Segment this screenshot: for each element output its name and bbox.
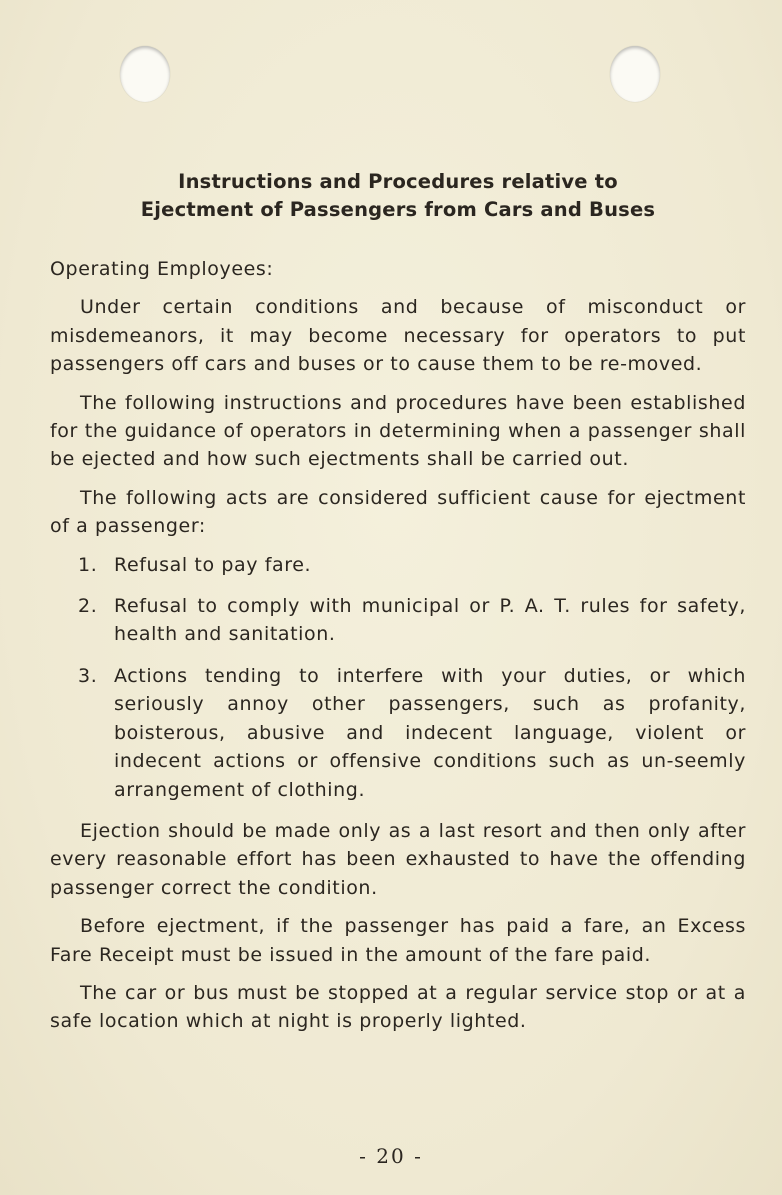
list-item xyxy=(50,592,746,649)
list-item-number: 3. xyxy=(78,664,98,687)
punch-hole-left xyxy=(120,46,170,102)
paragraph-6: The car or bus must be stopped at a regular service stop or at a safe location which at night is properly lighted. xyxy=(50,981,746,1033)
paragraph-3: The following acts are considered sufficient cause for ejectment of a passenger: xyxy=(50,486,746,538)
title-line-2: Ejectment of Passengers from Cars and Buses xyxy=(140,198,656,221)
paragraph-1: Under certain conditions and because of misconduct or misdemeanors, it may become necessary for operators to put passengers off cars and buses or to cause them to be re-moved. xyxy=(50,296,746,376)
list-item xyxy=(50,551,746,579)
list-item-text: Refusal to comply with municipal or P. A. T. rules for safety, health and sanitation. xyxy=(114,595,746,646)
paragraph-5: Before ejectment, if the passenger has paid a fare, an Excess Fare Receipt must be issued in the amount of the fare paid. xyxy=(50,915,746,966)
page-title xyxy=(50,168,746,224)
list-item-number: 2. xyxy=(78,595,98,618)
punch-hole-right xyxy=(610,46,660,102)
list-item xyxy=(50,662,746,804)
paragraph-2: The following instructions and procedures have been established for the guidance of operators in determining when a passenger shall be ejected and how such ejectments shall be carried out. xyxy=(50,391,746,471)
list-item-number: 1. xyxy=(78,553,98,576)
page-number: - 20 - xyxy=(359,1144,423,1168)
paragraph-4: Ejection should be made only as a last resort and then only after every reasonable effort has been exhausted to have the offending passenger correct the condition. xyxy=(50,819,746,899)
body-text xyxy=(50,255,746,1046)
causes-list xyxy=(50,551,746,804)
section-heading: Operating Employees: xyxy=(50,258,274,280)
list-item-text: Actions tending to interfere with your duties, or which seriously annoy other passengers, such as profanity, boisterous, abusive and indecent language, violent or indecent actions or offensive conditions such as un-seemly arrangement of clothing. xyxy=(114,664,746,801)
title-line-1: Instructions and Procedures relative to xyxy=(178,170,618,193)
list-item-text: Refusal to pay fare. xyxy=(114,553,312,576)
